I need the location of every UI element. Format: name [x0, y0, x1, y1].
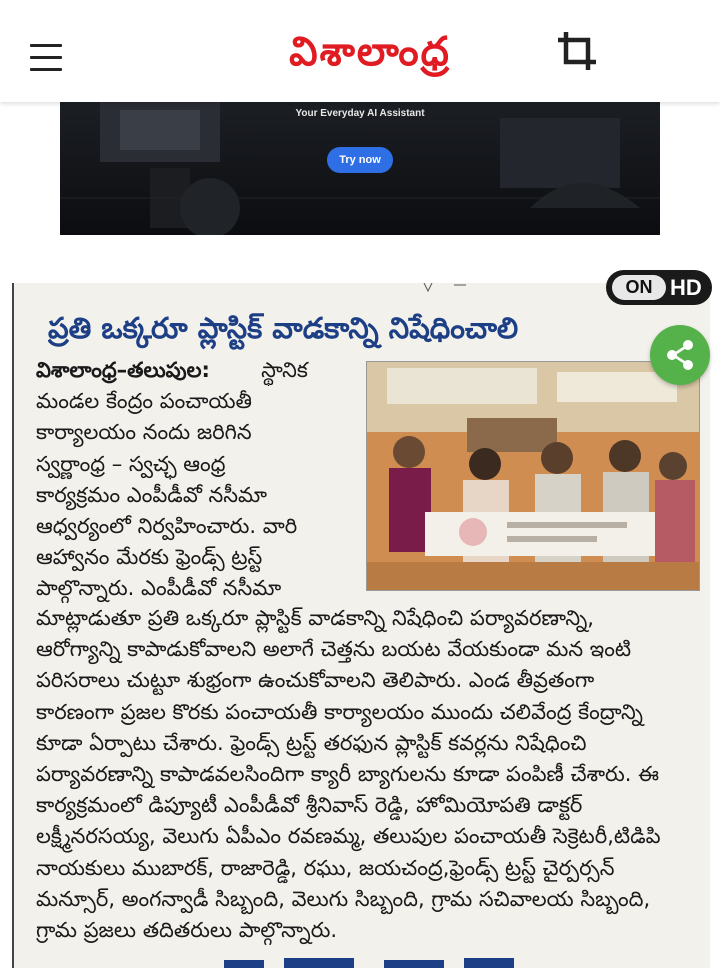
- text-line: మన్సూర్, అంగన్వాడీ సిబ్బంది, వెలుగు సిబ్బంది, గ్రామ సచివాలయ సిబ్బంది,: [36, 886, 651, 911]
- text-line: ఆరోగ్యాన్ని కాపాడుకోవాలని అలాగే చెత్తను బయట వేయకుండా మన ఇంటి: [36, 637, 632, 662]
- hd-label: HD: [670, 275, 702, 300]
- hd-toggle-state: ON: [612, 275, 666, 300]
- article-body-text: [36, 603, 696, 946]
- site-logo[interactable]: [216, 10, 524, 94]
- text-line: కారణంగా ప్రజల కొరకు పంచాయతీ కార్యాలయం ముందు చలివేంద్ర కేంద్రాన్ని: [36, 699, 643, 724]
- text-line: కూడా ఏర్పాటు చేశారు. ఫ్రెండ్స్ ట్రస్ట్ తరఫున ప్లాస్టిక్ కవర్లను నిషేధించి: [36, 730, 587, 755]
- text-line: కార్యక్రమం ఎంపీడీవో నసీమా: [36, 482, 267, 507]
- text-line: పాల్గొన్నారు. ఎంపీడీవో నసీమా: [36, 576, 282, 601]
- text-line: నాయకులు ముబారక్, రాజారెడ్డి, రఘు, జయచంద్ర,ఫ్రెండ్స్ ట్రస్ట్ చైర్పర్సన్: [36, 855, 615, 880]
- text-line: కార్యక్రమంలో డిప్యూటీ ఎంపీడీవో శ్రీనివాస్ రెడ్డి, హోమియోపతి డాక్టర్: [36, 793, 583, 818]
- text-line: ఆధ్వర్యంలో నిర్వహించారు. వారి: [36, 513, 298, 538]
- next-headline-fragment: [214, 956, 534, 968]
- article-column-text: [36, 355, 366, 605]
- news-clipping-image: [12, 283, 710, 968]
- text-line: మండల కేంద్రం పంచాయతీ: [36, 389, 252, 414]
- share-button[interactable]: [650, 325, 710, 385]
- hd-quality-toggle[interactable]: [606, 270, 712, 305]
- text-line: లక్ష్మీనరసయ్య, వెలుగు ఏపీఎం రవణమ్మ, తలుపుల పంచాయతీ సెక్రెటరీ,టిడిపి: [36, 824, 661, 849]
- ad-tagline: Your Everyday AI Assistant: [295, 108, 425, 119]
- text-line: స్వర్ణాంధ్ర – స్వచ్ఛ ఆంధ్ర: [36, 451, 226, 476]
- article-photo: [366, 361, 700, 591]
- ad-try-now-button[interactable]: Try now: [327, 147, 393, 173]
- text-line: పర్యావరణాన్ని కాపాడవలసిందిగా క్యారీ బ్యాగులను కూడా పంపిణీ చేశారు. ఈ: [36, 761, 660, 786]
- text-line: ఆహ్వానం మేరకు ఫ్రెండ్స్ ట్రస్ట్: [36, 545, 263, 570]
- text-line: పరిసరాలు చుట్టూ శుభ్రంగా ఉంచుకోవాలని తెలిపారు. ఎండ తీవ్రతంగా: [36, 668, 595, 693]
- text-line: మాట్లాడుతూ ప్రతి ఒక్కరూ ప్లాస్టిక్ వాడకాన్ని నిషేధించి పర్యావరణాన్ని,: [36, 606, 594, 630]
- text-line: గ్రామ ప్రజలు తదితరులు పాల్గొన్నారు.: [36, 917, 338, 942]
- app-header: [0, 0, 720, 102]
- logo-text: విశాలాంధ్ర: [289, 28, 451, 75]
- text-line: కార్యాలయం నందు జరిగిన: [36, 420, 252, 445]
- crop-icon[interactable]: [556, 30, 598, 72]
- ad-banner[interactable]: [60, 98, 660, 235]
- article-headline: ప్రతి ఒక్కరూ ప్లాస్టిక్ వాడకాన్ని నిషేధించాలి: [48, 311, 519, 345]
- article-dateline: విశాలాంధ్ర–తలుపుల: స్థానిక: [36, 358, 308, 382]
- share-icon: [664, 339, 696, 371]
- hamburger-menu-icon[interactable]: [30, 44, 64, 72]
